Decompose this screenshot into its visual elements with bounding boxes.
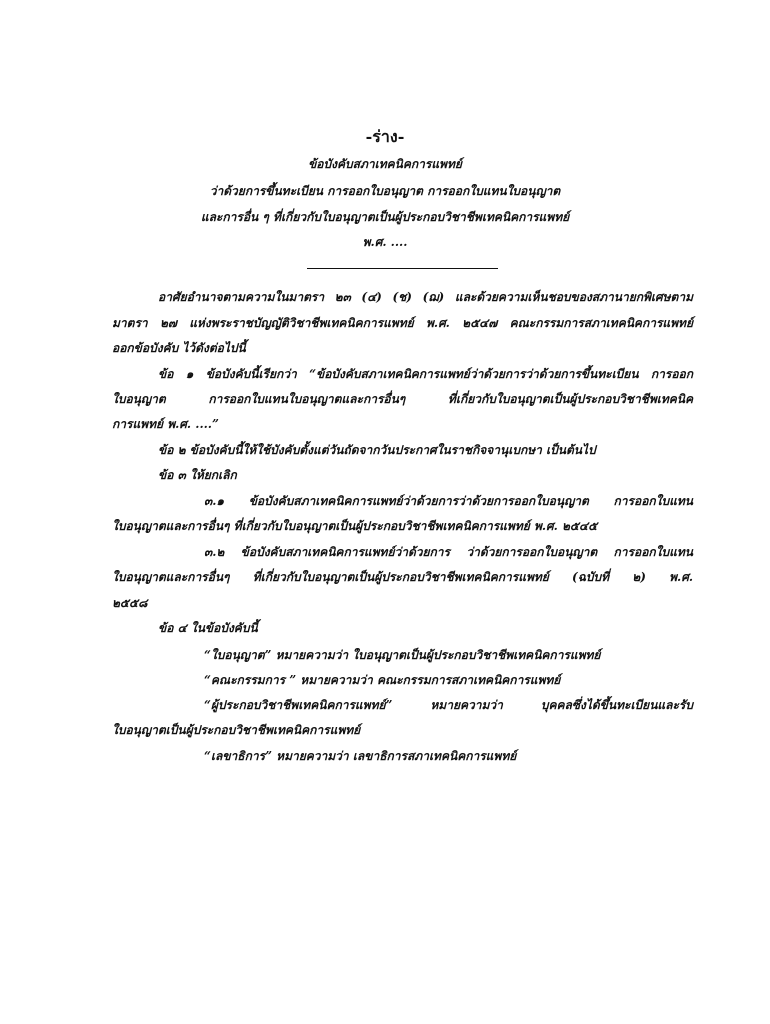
clause-3-1-line-1: ๓.๑ ข้อบังคับสภาเทคนิคการแพทย์ว่าด้วยการว่าด้วยการออกใบอนุญาต การออกใบแทน (204, 494, 693, 508)
clause-3-2-line-2: ใบอนุญาตและการอื่นๆ ที่เกี่ยวกับใบอนุญาตเป็นผู้ประกอบวิชาชีพเทคนิคการแพทย์ (ฉบับที่ ๒) พ.ศ. (112, 570, 693, 584)
clause-4: ข้อ ๔ ในข้อบังคับนี้ (158, 621, 258, 635)
preamble-line-3: ออกข้อบังคับ ไว้ดังต่อไปนี้ (112, 341, 246, 355)
clause-3: ข้อ ๓ ให้ยกเลิก (158, 468, 237, 482)
preamble-line-2: มาตรา ๒๗ แห่งพระราชบัญญัติวิชาชีพเทคนิคการแพทย์ พ.ศ. ๒๕๔๗ คณะกรรมการสภาเทคนิคการแพทย์ (112, 316, 693, 330)
definition-practitioner-line-2: ใบอนุญาตเป็นผู้ประกอบวิชาชีพเทคนิคการแพทย์ (112, 723, 361, 737)
title-line-3: และการอื่น ๆ ที่เกี่ยวกับใบอนุญาตเป็นผู้ประกอบวิชาชีพเทคนิคการแพทย์ (200, 210, 570, 224)
definition-license: “ใบอนุญาต” หมายความว่า ใบอนุญาตเป็นผู้ประกอบวิชาชีพเทคนิคการแพทย์ (204, 648, 601, 662)
clause-3-1-line-2: ใบอนุญาตและการอื่นๆ ที่เกี่ยวกับใบอนุญาตเป็นผู้ประกอบวิชาชีพเทคนิคการแพทย์ พ.ศ. ๒๕๔๕ (112, 519, 598, 533)
title-divider (307, 268, 498, 269)
title-line-2: ว่าด้วยการขึ้นทะเบียน การออกใบอนุญาต การออกใบแทนใบอนุญาต (209, 184, 561, 198)
draft-mark: -ร่าง- (365, 127, 405, 146)
clause-3-2-line-3: ๒๕๕๘ (112, 596, 148, 610)
clause-1-line-2: ใบอนุญาต การออกใบแทนใบอนุญาตและการอื่นๆ ที่เกี่ยวกับใบอนุญาตเป็นผู้ประกอบวิชาชีพเทคนิค (112, 392, 693, 406)
definition-secretary-general: “เลขาธิการ” หมายความว่า เลขาธิการสภาเทคนิคการแพทย์ (204, 749, 517, 763)
clause-3-2-line-1: ๓.๒ ข้อบังคับสภาเทคนิคการแพทย์ว่าด้วยการ ว่าด้วยการออกใบอนุญาต การออกใบแทน (204, 545, 693, 559)
title-line-1: ข้อบังคับสภาเทคนิคการแพทย์ (308, 157, 462, 171)
clause-1-line-1: ข้อ ๑ ข้อบังคับนี้เรียกว่า “ข้อบังคับสภาเทคนิคการแพทย์ว่าด้วยการว่าด้วยการขึ้นทะเบียน การออก (158, 367, 693, 381)
preamble-line-1: อาศัยอำนาจตามความในมาตรา ๒๓ (๔) (ช) (ฌ) และด้วยความเห็นชอบของสภานายกพิเศษตาม (158, 290, 693, 304)
definition-committee: “คณะกรรมการ ” หมายความว่า คณะกรรมการสภาเทคนิคการแพทย์ (204, 673, 561, 687)
title-year: พ.ศ. .... (362, 235, 408, 249)
clause-1-line-3: การแพทย์ พ.ศ. ....” (112, 417, 219, 431)
definition-practitioner-line-1: “ผู้ประกอบวิชาชีพเทคนิคการแพทย์” หมายความว่า บุคคลซึ่งได้ขึ้นทะเบียนและรับ (204, 698, 693, 712)
clause-2: ข้อ ๒ ข้อบังคับนี้ให้ใช้บังคับตั้งแต่วันถัดจากวันประกาศในราชกิจจานุเบกษา เป็นต้นไป (158, 443, 596, 457)
